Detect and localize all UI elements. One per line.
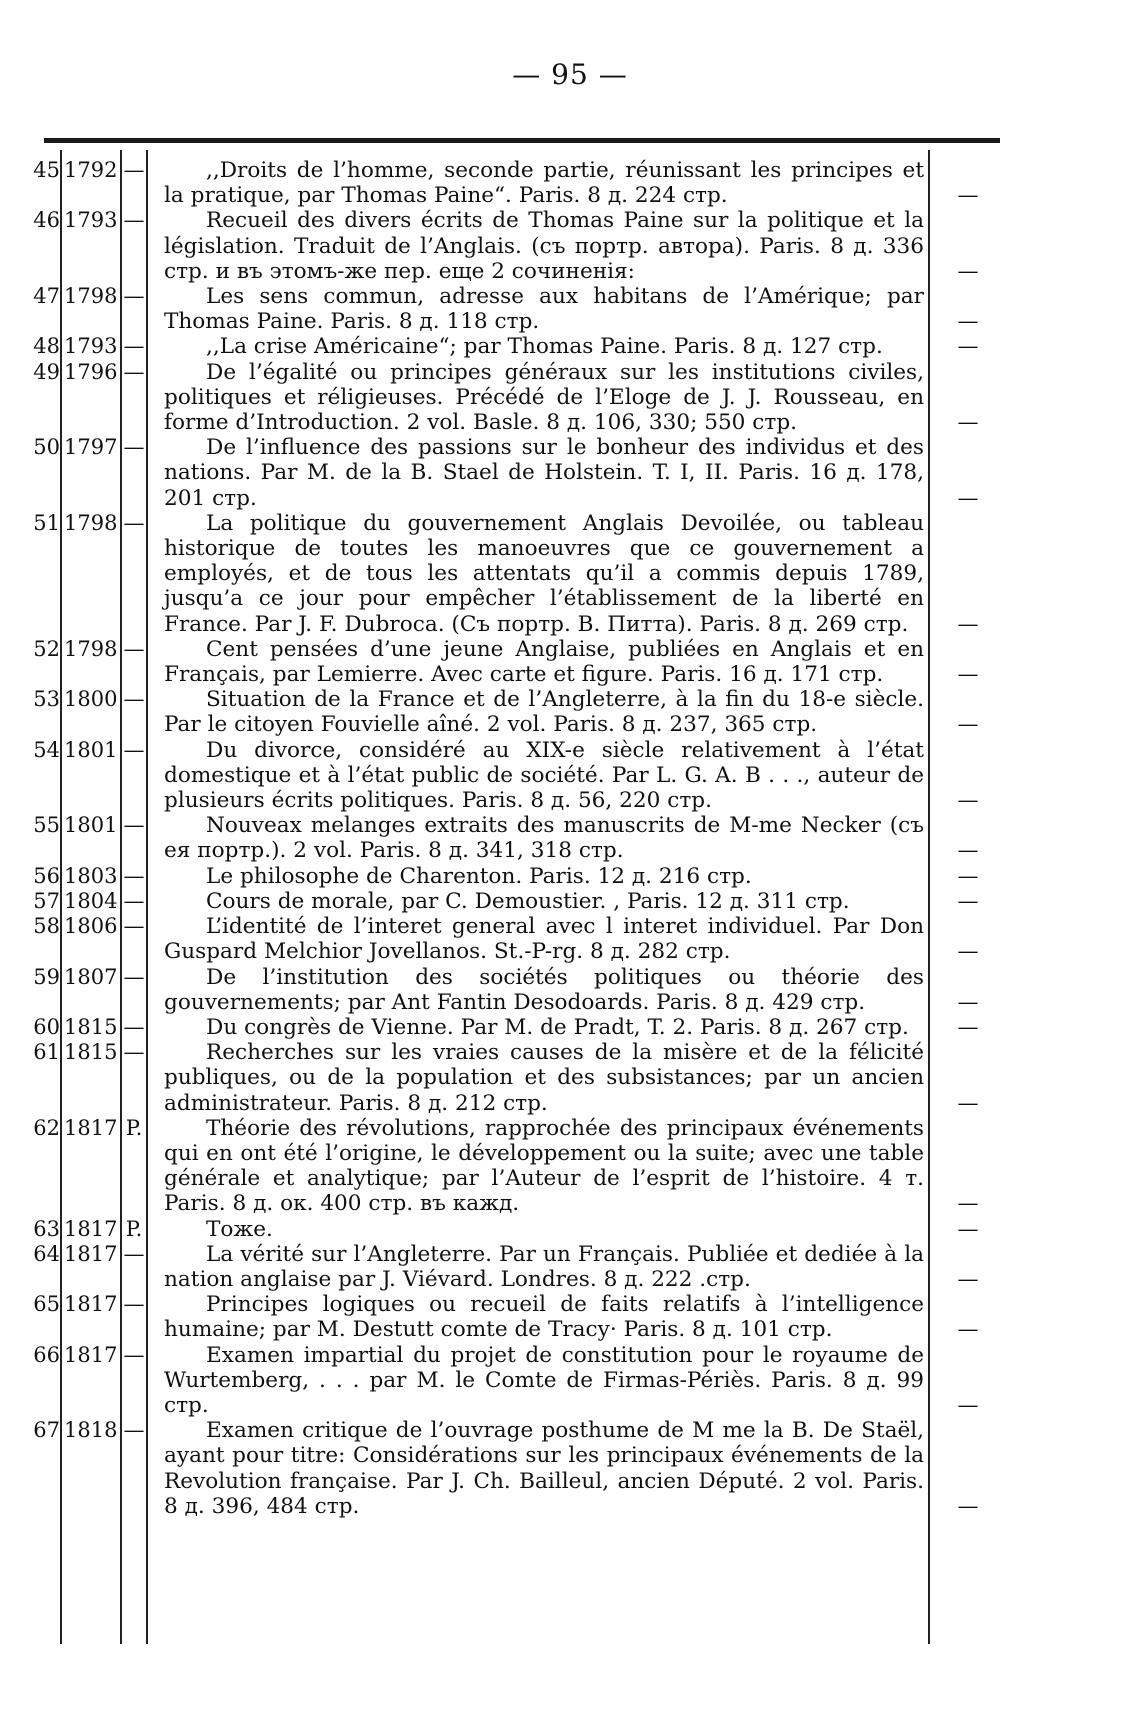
entry-text: De l’égalité ou principes généraux sur les institutions civiles, politiques et réligieuses. Précédé de l’Eloge de J. J. Rousseau, en forme d’Introduction. 2 vol. Basle. 8 д. 106, 330; 550 стр.	[164, 359, 924, 436]
entry-mark: —	[123, 1418, 145, 1443]
entry-number: 46	[33, 208, 60, 233]
entry-dash: —	[957, 1317, 979, 1342]
table-row	[0, 637, 1140, 687]
entry-number: 48	[33, 334, 60, 359]
entry-number: 60	[33, 1014, 60, 1039]
entry-number: 58	[33, 914, 60, 939]
entry-year: 1807	[64, 964, 118, 989]
entry-dash: —	[957, 1191, 979, 1216]
entry-dash: —	[957, 183, 979, 208]
entry-number: 61	[33, 1040, 60, 1065]
entry-mark: —	[123, 1040, 145, 1065]
entry-text: La vérité sur l’Angleterre. Par un Français. Publiée et dediée à la nation anglaise par J. Viévard. Londres. 8 д. 222 .стр.	[164, 1241, 924, 1292]
entry-mark: —	[123, 914, 145, 939]
entry-text: Тоже.	[206, 1216, 273, 1242]
table-row	[0, 864, 1140, 889]
entry-mark: P.	[125, 1115, 143, 1140]
entry-number: 51	[33, 510, 60, 535]
entry-mark: —	[123, 863, 145, 888]
table-row	[0, 208, 1140, 284]
entry-mark: —	[123, 359, 145, 384]
entry-year: 1817	[64, 1216, 118, 1241]
entry-year: 1798	[64, 636, 118, 661]
entry-year: 1817	[64, 1342, 118, 1367]
entry-dash: —	[957, 485, 979, 510]
entry-dash: —	[957, 1392, 979, 1417]
table-row	[0, 1116, 1140, 1217]
entry-number: 45	[33, 158, 60, 182]
entry-text: Situation de la France et de l’Angleterre, à la fin du 18-e siècle. Par le citoyen Fouvielle aîné. 2 vol. Paris. 8 д. 237, 365 стр.	[164, 687, 924, 738]
table-row	[0, 1292, 1140, 1342]
entry-text: De l’institution des sociétés politiques ou théorie des gouvernements; par Ant Fantin Desodoards. Paris. 8 д. 429 стр.	[164, 964, 924, 1015]
table-row	[0, 1242, 1140, 1292]
entry-text: Principes logiques ou recueil de faits relatifs à l’intelligence humaine; par M. Destutt comte de Tracy· Paris. 8 д. 101 стр.	[164, 1292, 924, 1343]
page-number: — 95 —	[512, 58, 628, 91]
entry-year: 1792	[64, 158, 118, 182]
entry-mark: —	[123, 1014, 145, 1039]
table-row	[0, 965, 1140, 1015]
entry-dash: —	[957, 712, 979, 737]
table-row	[0, 1418, 1140, 1519]
entry-year: 1801	[64, 737, 118, 762]
entry-text: Du divorce, considéré au XIX-e siècle relativement à l’état domestique et à l’état public de société. Par L. G. A. B . . ., auteur de plusieurs écrits politiques. Paris. 8 д. 56, 220 стр.	[164, 737, 924, 814]
entry-year: 1800	[64, 687, 118, 712]
entry-mark: —	[123, 334, 145, 359]
entry-year: 1817	[64, 1115, 118, 1140]
entry-dash: —	[957, 939, 979, 964]
entry-number: 62	[33, 1115, 60, 1140]
entry-mark: —	[123, 158, 145, 182]
entry-year: 1804	[64, 888, 118, 913]
entry-number: 57	[33, 888, 60, 913]
table-row	[0, 435, 1140, 511]
entry-year: 1798	[64, 510, 118, 535]
table-row	[0, 1040, 1140, 1116]
entry-dash: —	[957, 838, 979, 863]
entry-year: 1798	[64, 284, 118, 309]
entry-dash: —	[957, 888, 979, 913]
entry-dash: —	[957, 863, 979, 888]
entry-mark: —	[123, 687, 145, 712]
entry-text: Théorie des révolutions, rapprochée des principaux événements qui en ont été l’origine, le développement ou la suite; avec une table générale et analytique; par l’Auteur de l’esprit de l’histoire. 4 т. Paris. 8 д. ок. 400 стр. въ кажд.	[164, 1115, 924, 1217]
entry-mark: —	[123, 888, 145, 913]
entry-year: 1818	[64, 1418, 118, 1443]
entry-mark: —	[123, 636, 145, 661]
entry-mark: —	[123, 1292, 145, 1317]
entry-text: Cours de morale, par C. Demoustier. , Paris. 12 д. 311 стр.	[206, 888, 850, 914]
table-row	[0, 334, 1140, 359]
table-row	[0, 1343, 1140, 1419]
table-row	[0, 889, 1140, 914]
entry-number: 64	[33, 1241, 60, 1266]
entry-text: Recueil des divers écrits de Thomas Paine sur la politique et la législation. Traduit de l’Anglais. (съ портр. автора). Paris. 8 д. 336 стр. и въ этомъ-же пер. еще 2 сочиненія:	[164, 208, 924, 284]
entry-dash: —	[957, 1216, 979, 1241]
entry-number: 65	[33, 1292, 60, 1317]
entry-number: 63	[33, 1216, 60, 1241]
table-row	[0, 1015, 1140, 1040]
entry-text: ,,La crise Américaine“; par Thomas Paine. Paris. 8 д. 127 стр.	[206, 334, 883, 360]
entry-mark: —	[123, 1241, 145, 1266]
entry-dash: —	[957, 309, 979, 334]
entry-mark: —	[123, 737, 145, 762]
entry-dash: —	[957, 258, 979, 283]
entry-mark: —	[123, 964, 145, 989]
table-row	[0, 158, 1140, 208]
entry-year: 1803	[64, 863, 118, 888]
entry-text: L’identité de l’interet general avec l interet individuel. Par Don Guspard Melchior Jovellanos. St.-P-rg. 8 д. 282 стр.	[164, 914, 924, 965]
table-row	[0, 687, 1140, 737]
table-row	[0, 360, 1140, 436]
table-row	[0, 511, 1140, 637]
table-row	[0, 914, 1140, 964]
entry-number: 67	[33, 1418, 60, 1443]
table-row	[0, 813, 1140, 863]
entry-dash: —	[957, 662, 979, 687]
entry-year: 1806	[64, 914, 118, 939]
entry-number: 55	[33, 813, 60, 838]
entry-number: 52	[33, 636, 60, 661]
entry-year: 1797	[64, 435, 118, 460]
table-row	[0, 1217, 1140, 1242]
entry-year: 1817	[64, 1241, 118, 1266]
entry-mark: —	[123, 510, 145, 535]
entry-year: 1817	[64, 1292, 118, 1317]
entry-mark: —	[123, 813, 145, 838]
entry-text: De l’influence des passions sur le bonheur des individus et des nations. Par M. de la B. Stael de Holstein. T. I, II. Paris. 16 д. 178, 201 стр.	[164, 435, 924, 511]
entry-text: La politique du gouvernement Anglais Devoilée, ou tableau historique de toutes les manoeuvres que ce gouvernement a employés, et de tous les attentats qu’il a commis depuis 1789, jusqu’a ce jour pour empêcher l’établissement de la liberté en France. Par J. F. Dubroca. (Съ портр. В. Питта). Paris. 8 д. 269 стр.	[164, 510, 924, 637]
entry-year: 1815	[64, 1040, 118, 1065]
entry-dash: —	[957, 410, 979, 435]
entry-number: 49	[33, 359, 60, 384]
entry-text: Les sens commun, adresse aux habitans de l’Amérique; par Thomas Paine. Paris. 8 д. 118 стр.	[164, 284, 924, 335]
entry-text: Le philosophe de Charenton. Paris. 12 д. 216 стр.	[206, 863, 752, 889]
table-row	[0, 738, 1140, 814]
entry-dash: —	[957, 989, 979, 1014]
entry-text: Examen critique de l’ouvrage posthume de M me la B. De Staël, ayant pour titre: Considérations sur les principaux événements de la Revolution française. Par J. Ch. Bailleul, ancien Député. 2 vol. Paris. 8 д. 396, 484 стр.	[164, 1418, 924, 1519]
entry-text: Recherches sur les vraies causes de la misère et de la félicité publiques, ou de la population et des subsistances; par un ancien administrateur. Paris. 8 д. 212 стр.	[164, 1040, 924, 1116]
entry-dash: —	[957, 788, 979, 813]
entry-mark: P.	[125, 1216, 143, 1241]
entry-text: ,,Droits de l’homme, seconde partie, réunissant les principes et la pratique, par Thomas Paine“. Paris. 8 д. 224 стр.	[164, 158, 924, 209]
entry-year: 1801	[64, 813, 118, 838]
entry-number: 53	[33, 687, 60, 712]
entry-year: 1796	[64, 359, 118, 384]
entry-mark: —	[123, 284, 145, 309]
entry-dash: —	[957, 611, 979, 636]
bibliography-table	[0, 158, 1140, 1519]
entry-number: 54	[33, 737, 60, 762]
entry-text: Nouveax melanges extraits des manuscrits de M-me Necker (съ ея портр.). 2 vol. Paris. 8 д. 341, 318 стр.	[164, 813, 924, 864]
entry-dash: —	[957, 1266, 979, 1291]
entry-year: 1793	[64, 208, 118, 233]
table-row	[0, 284, 1140, 334]
entry-dash: —	[957, 1493, 979, 1518]
entry-number: 47	[33, 284, 60, 309]
entry-mark: —	[123, 1342, 145, 1367]
entry-number: 59	[33, 964, 60, 989]
entry-number: 50	[33, 435, 60, 460]
entry-dash: —	[957, 334, 979, 359]
entry-year: 1815	[64, 1014, 118, 1039]
entry-text: Examen impartial du projet de constitution pour le royaume de Wurtemberg, . . . par M. le Comte de Firmas-Périès. Paris. 8 д. 99 стр.	[164, 1342, 924, 1418]
entry-mark: —	[123, 435, 145, 460]
entry-mark: —	[123, 208, 145, 233]
entry-text: Du congrès de Vienne. Par M. de Pradt, T. 2. Paris. 8 д. 267 стр.	[206, 1014, 909, 1040]
entry-number: 56	[33, 863, 60, 888]
entry-text: Cent pensées d’une jeune Anglaise, publiées en Anglais et en Français, par Lemierre. Avec carte et figure. Paris. 16 д. 171 стр.	[164, 636, 924, 688]
entry-dash: —	[957, 1014, 979, 1039]
entry-number: 66	[33, 1342, 60, 1367]
entry-dash: —	[957, 1090, 979, 1115]
header-rule	[44, 138, 1000, 143]
entry-year: 1793	[64, 334, 118, 359]
